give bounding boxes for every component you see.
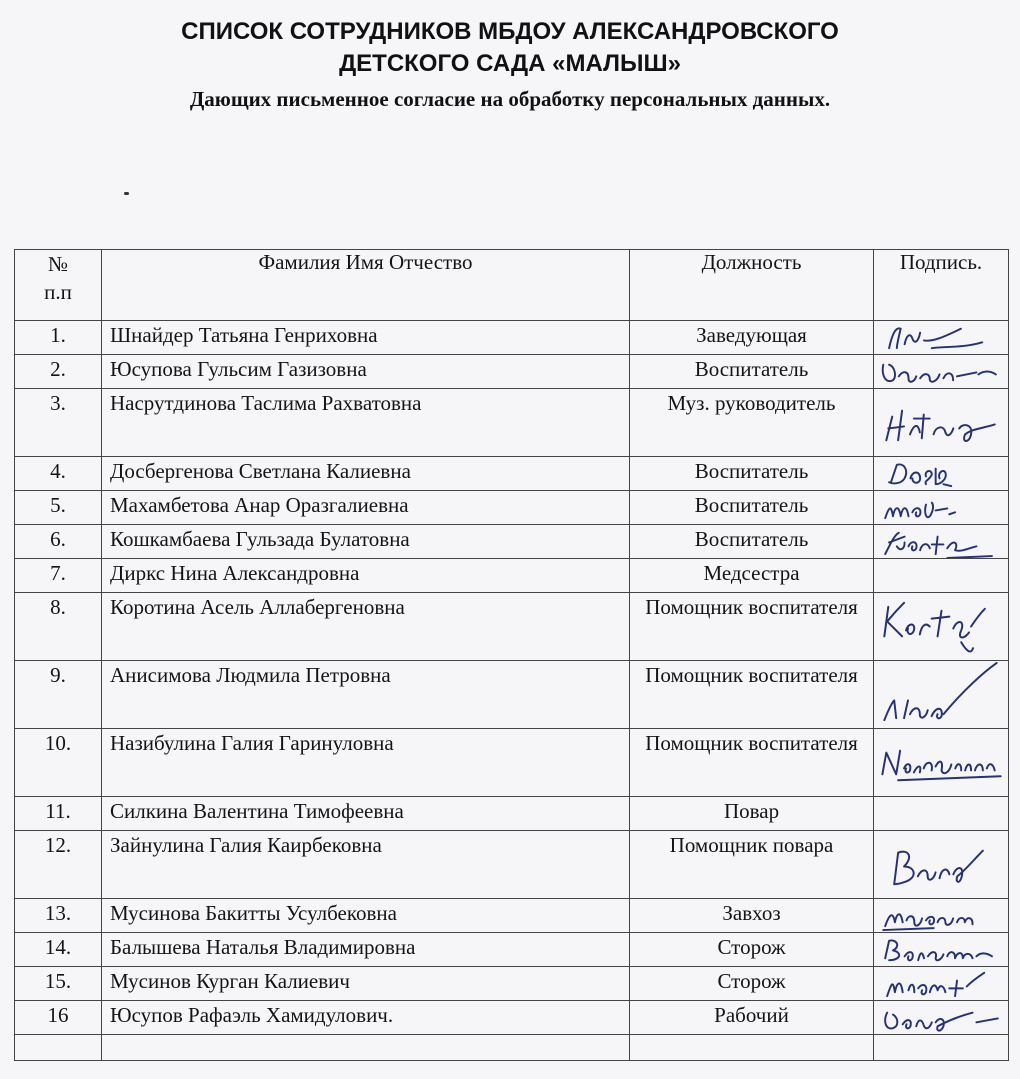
employee-position: Помощник воспитателя	[630, 729, 874, 797]
signature-cell	[874, 593, 1009, 661]
handwritten-signature	[874, 321, 1008, 354]
signature-cell	[874, 559, 1009, 593]
table-row	[15, 355, 1009, 389]
table-row	[15, 933, 1009, 967]
signature-cell	[874, 899, 1009, 933]
row-number: 15.	[15, 967, 102, 1001]
row-number: 5.	[15, 491, 102, 525]
employee-name: Мусинов Курган Калиевич	[102, 967, 630, 1001]
table-header-row	[15, 250, 1009, 321]
table-row	[15, 899, 1009, 933]
row-number: 2.	[15, 355, 102, 389]
handwritten-signature	[874, 933, 1008, 966]
table-row	[15, 831, 1009, 899]
employee-position: Воспитатель	[630, 457, 874, 491]
handwritten-signature	[874, 491, 1008, 524]
table-row	[15, 491, 1009, 525]
employee-position: Повар	[630, 797, 874, 831]
employee-position: Помощник повара	[630, 831, 874, 899]
row-number: 12.	[15, 831, 102, 899]
signature-cell	[874, 967, 1009, 1001]
row-number: 9.	[15, 661, 102, 729]
employee-position: Сторож	[630, 967, 874, 1001]
row-number: 11.	[15, 797, 102, 831]
table-row	[15, 457, 1009, 491]
handwritten-signature	[874, 593, 1008, 660]
employee-position: Воспитатель	[630, 491, 874, 525]
row-number: 16	[15, 1001, 102, 1035]
signature-cell	[874, 355, 1009, 389]
document-title-line1: СПИСОК СОТРУДНИКОВ МБДОУ АЛЕКСАНДРОВСКОГО	[181, 18, 839, 45]
table-row	[15, 559, 1009, 593]
employee-position: Помощник воспитателя	[630, 593, 874, 661]
table-row	[15, 1001, 1009, 1035]
signature-cell	[874, 491, 1009, 525]
signature-cell	[874, 1001, 1009, 1035]
employee-position	[630, 1035, 874, 1061]
handwritten-signature	[874, 525, 1008, 558]
employee-position: Заведующая	[630, 321, 874, 355]
handwritten-signature	[874, 355, 1008, 388]
employee-position: Медсестра	[630, 559, 874, 593]
employee-position: Воспитатель	[630, 525, 874, 559]
table-row	[15, 389, 1009, 457]
row-number: 4.	[15, 457, 102, 491]
handwritten-signature	[874, 1001, 1008, 1034]
row-number: 1.	[15, 321, 102, 355]
handwritten-signature	[874, 729, 1008, 796]
employee-name: Силкина Валентина Тимофеевна	[102, 797, 630, 831]
signature-cell	[874, 831, 1009, 899]
row-number: 8.	[15, 593, 102, 661]
signature-cell	[874, 933, 1009, 967]
employee-name	[102, 1035, 630, 1061]
employee-name: Насрутдинова Таслима Рахватовна	[102, 389, 630, 457]
handwritten-signature	[874, 389, 1008, 456]
row-number: 14.	[15, 933, 102, 967]
employee-name: Кошкамбаева Гульзада Булатовна	[102, 525, 630, 559]
handwritten-signature	[874, 831, 1008, 898]
table-row	[15, 967, 1009, 1001]
row-number	[15, 1035, 102, 1061]
employee-name: Диркс Нина Александровна	[102, 559, 630, 593]
document-subtitle: Дающих письменное согласие на обработку персональных данных.	[189, 87, 831, 111]
employee-name: Юсупов Рафаэль Хамидулович.	[102, 1001, 630, 1035]
signature-cell	[874, 389, 1009, 457]
header-number-abbr: п.п	[44, 280, 72, 305]
table-row	[15, 1035, 1009, 1061]
row-number: 13.	[15, 899, 102, 933]
employee-name: Коротина Асель Аллабергеновна	[102, 593, 630, 661]
signature-cell	[874, 797, 1009, 831]
signature-cell	[874, 457, 1009, 491]
employee-name: Балышева Наталья Владимировна	[102, 933, 630, 967]
employee-position: Рабочий	[630, 1001, 874, 1035]
employee-name: Юсупова Гульсим Газизовна	[102, 355, 630, 389]
header-signature: Подпись.	[874, 250, 1009, 321]
table-row	[15, 797, 1009, 831]
employee-name: Шнайдер Татьяна Генриховна	[102, 321, 630, 355]
signature-cell	[874, 525, 1009, 559]
header-number-symbol: №	[47, 252, 69, 276]
employee-table	[14, 249, 1009, 1061]
paper-speck	[124, 192, 129, 195]
employee-name: Досбергенова Светлана Калиевна	[102, 457, 630, 491]
employee-name: Назибулина Галия Гаринуловна	[102, 729, 630, 797]
row-number: 10.	[15, 729, 102, 797]
handwritten-signature	[874, 457, 1008, 490]
row-number: 6.	[15, 525, 102, 559]
row-number: 7.	[15, 559, 102, 593]
table-row	[15, 593, 1009, 661]
employee-name: Махамбетова Анар Оразгалиевна	[102, 491, 630, 525]
signature-cell	[874, 729, 1009, 797]
row-number: 3.	[15, 389, 102, 457]
handwritten-signature	[874, 967, 1008, 1000]
employee-position: Муз. руководитель	[630, 389, 874, 457]
employee-name: Анисимова Людмила Петровна	[102, 661, 630, 729]
header-position: Должность	[630, 250, 874, 321]
document-title-line2: ДЕТСКОГО САДА «МАЛЫШ»	[339, 50, 681, 77]
table-row	[15, 661, 1009, 729]
employee-position: Помощник воспитателя	[630, 661, 874, 729]
header-full-name: Фамилия Имя Отчество	[102, 250, 630, 321]
table-row	[15, 321, 1009, 355]
signature-cell	[874, 661, 1009, 729]
handwritten-signature	[874, 661, 1008, 728]
signature-cell	[874, 321, 1009, 355]
header-number	[15, 250, 102, 321]
employee-name: Зайнулина Галия Каирбековна	[102, 831, 630, 899]
employee-name: Мусинова Бакитты Усулбековна	[102, 899, 630, 933]
employee-position: Завхоз	[630, 899, 874, 933]
signature-cell	[874, 1035, 1009, 1061]
employee-position: Сторож	[630, 933, 874, 967]
employee-position: Воспитатель	[630, 355, 874, 389]
handwritten-signature	[874, 899, 1008, 932]
table-row	[15, 729, 1009, 797]
table-row	[15, 525, 1009, 559]
